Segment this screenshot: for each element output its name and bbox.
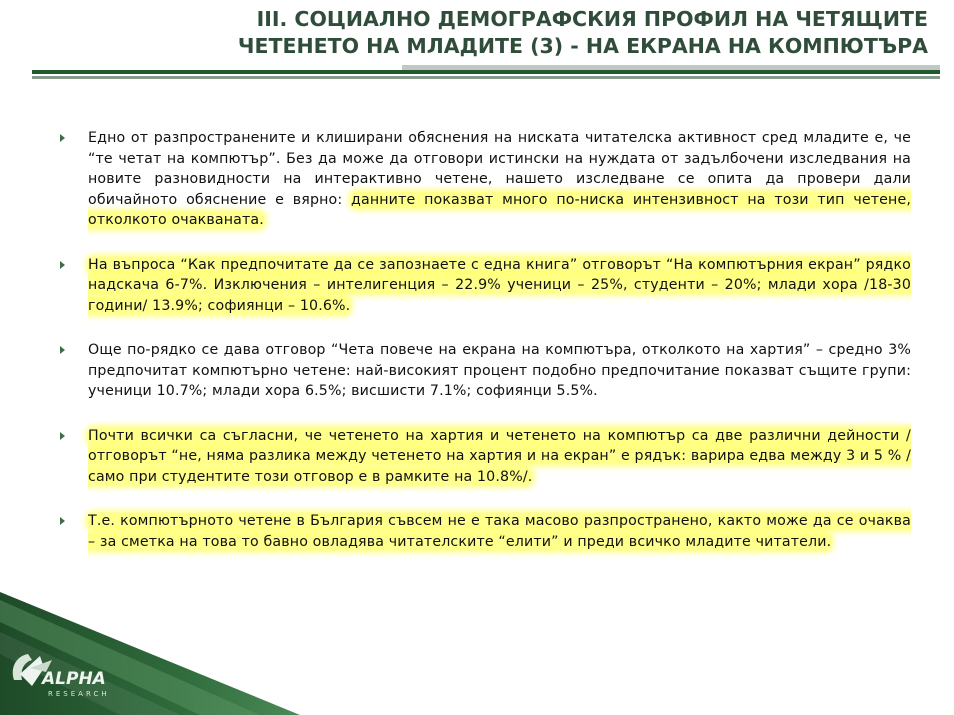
bullet-item-4 [58,426,911,488]
bullet-item-1 [58,128,911,231]
logo-subtitle: RESEARCH [48,690,110,698]
bullet-item-5 [58,511,911,552]
slide-title-line-1: III. СОЦИАЛНО ДЕМОГРАФСКИЯ ПРОФИЛ НА ЧЕТЯЩИТЕ [256,7,928,31]
bullet-text: Т.е. компютърното четене в България съвсем не е така масово разпространено, както може да се очаква – за сметка на това то бавно овладява читателските “елити” и преди всичко младите читатели. [88,513,911,550]
bullet-text: На въпроса “Как предпочитате да се запознаете с една книга” отговорът “На компютърния екран” рядко надскача 6-7%. Изключения – интелигенция – 22.9% ученици – 25%, студенти – 20%; млади хора /18-30 години/ 13.9%; софиянци – 10.6%. [88,256,911,314]
bullet-arrow-icon [60,261,65,269]
alpha-research-logo [6,646,116,708]
bullet-text: Почти всички са съгласни, че четенето на хартия и четенето на компютър са две различни дейности /отговорът “не, няма разлика между четенето на хартия и на екран” е рядък: варира едва между 3 и 5 % /само при студентите този отговор е в рамките на 10.8%/. [88,427,911,485]
slide-title [68,6,928,60]
bullet-arrow-icon [60,432,65,440]
bullet-arrow-icon [60,346,65,354]
header-rule-dark [32,70,940,74]
slide-title-line-2: ЧЕТЕНЕТО НА МЛАДИТЕ (3) - НА ЕКРАНА НА КОМПЮТЪРА [237,34,928,58]
bullet-text: Едно от разпространените и клиширани обяснения на ниската читателска активност сред младите е, че “те четат на компютър”. Без да може да отговори истински на нуждата от задълбочени изследвания на новите разновидности на интерактивно четене, нашето изследване се опита да провери дали обичайното обяснение е вярно: [88,130,911,208]
bullet-highlight: данните показват много по-ниска интензивност на този тип четене, отколкото очакваната. [88,191,912,228]
bullet-arrow-icon [60,134,65,142]
bullet-list [58,128,911,576]
bullet-arrow-icon [60,517,65,525]
bullet-text: Още по-рядко се дава отговор “Чета повече на екрана на компютъра, отколкото на хартия” – средно 3% предпочитат компютърно четене: най-високият процент подобно предпочитание показват същите групи: ученици 10.7%; млади хора 6.5%; висшисти 7.1%; софиянци 5.5%. [88,342,911,399]
header-rule-mid [32,76,940,79]
logo-wordmark: ALPHA [42,669,106,689]
bullet-item-2 [58,255,911,317]
bullet-item-3 [58,340,911,402]
